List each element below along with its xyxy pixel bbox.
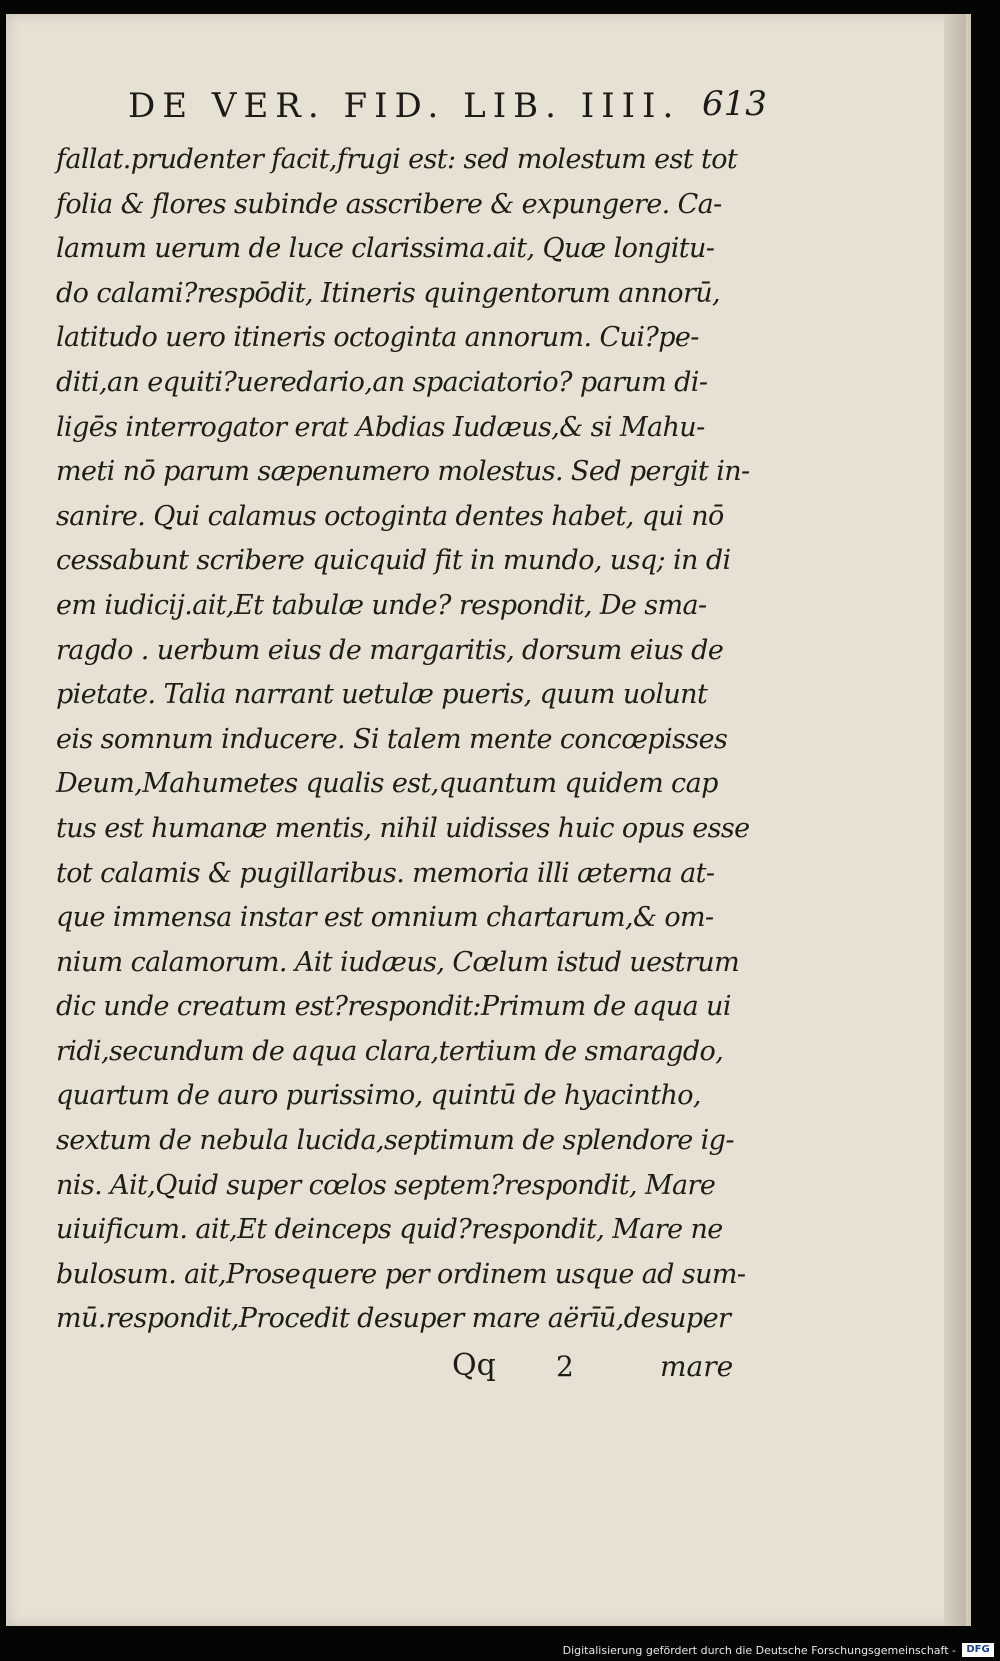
running-head: DE VER. FID. LIB. IIII. (128, 86, 681, 126)
text-line: bulosum. ait,Prosequere per ordinem usque ad sum- (56, 1258, 746, 1290)
text-line: lamum uerum de luce clarissima.ait, Quæ longitu- (56, 233, 715, 265)
text-line: pietate. Talia narrant uetulæ pueris, quum uolunt (56, 679, 708, 711)
text-line: cessabunt scribere quicquid fit in mundo, usq; in di (56, 545, 731, 577)
text-line: mū.respondit,Procedit desuper mare aërīū,desuper (56, 1303, 731, 1335)
text-line: fallat.prudenter facit,frugi est: sed molestum est tot (56, 144, 738, 175)
text-line: ridi,secundum de aqua clara,tertium de smaragdo, (56, 1035, 724, 1067)
digitization-credit: Digitalisierung gefördert durch die Deutsche Forschungsgemeinschaft - (562, 1644, 956, 1657)
text-line: quartum de auro purissimo, quintū de hyacintho, (56, 1080, 701, 1112)
text-line: que immensa instar est omnium chartarum,& om- (56, 902, 714, 934)
dfg-logo-icon: DFG (962, 1643, 994, 1657)
text-line: sextum de nebula lucida,septimum de splendore ig- (56, 1125, 734, 1157)
folio-number: 613 (702, 84, 767, 124)
text-line: diti,an equiti?ueredario,an spaciatorio? parum di- (56, 366, 708, 398)
text-line: sanire. Qui calamus octoginta dentes habet, qui nō (56, 500, 724, 532)
text-line: nium calamorum. Ait iudæus, Cœlum istud uestrum (56, 946, 740, 978)
text-line: dic unde creatum est?respondit:Primum de aqua ui (56, 991, 731, 1023)
text-line: tot calamis & pugillaribus. memoria illi æterna at- (56, 857, 715, 889)
main-text (56, 138, 756, 1342)
text-line: do calami?respōdit, Itineris quingentorum annorū, (56, 277, 721, 309)
text-line: folia & flores subinde asscribere & expungere. Ca- (56, 188, 722, 220)
text-line: eis somnum inducere. Si talem mente concœpisses (56, 723, 728, 755)
text-line: ragdo . uerbum eius de margaritis, dorsum eius de (56, 634, 724, 666)
page-gutter (944, 14, 966, 1626)
text-line: ligēs interrogator erat Abdias Iudæus,& si Mahu- (56, 411, 705, 443)
signature-number: 2 (556, 1350, 574, 1383)
text-line: uiuificum. ait,Et deinceps quid?respondit, Mare ne (56, 1214, 723, 1246)
text-line: meti nō parum sæpenumero molestus. Sed pergit in- (56, 456, 750, 488)
text-line: tus est humanæ mentis, nihil uidisses huic opus esse (56, 812, 750, 844)
text-line: em iudicij.ait,Et tabulæ unde? respondit, De sma- (56, 589, 707, 621)
text-line: latitudo uero itineris octoginta annorum. Cui?pe- (56, 322, 699, 354)
signature-mark: Qq (452, 1348, 496, 1383)
text-line: Deum,Mahumetes qualis est,quantum quidem cap (56, 768, 718, 800)
catchword: mare (660, 1350, 734, 1383)
text-line: nis. Ait,Quid super cœlos septem?respondit, Mare (56, 1169, 716, 1201)
